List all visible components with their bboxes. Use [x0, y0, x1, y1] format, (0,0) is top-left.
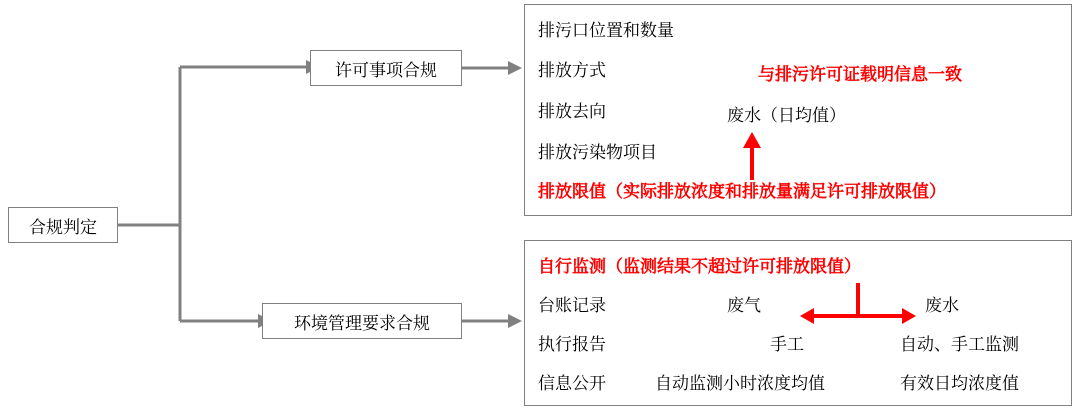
- node-root-label: 合规判定: [29, 217, 97, 237]
- arrow-up-red-top-panel: [740, 130, 764, 180]
- panel-bottom-row-2-middle: 自动监测小时浓度均值: [655, 374, 825, 393]
- panel-top-item-3: 排放污染物项目: [538, 143, 657, 162]
- panel-top-item-1: 排放方式: [538, 61, 606, 80]
- panel-top-note-black: 废水（日均值）: [727, 106, 846, 125]
- node-branch-permit-compliance-label: 许可事项合规: [335, 60, 437, 80]
- panel-bottom-heading: 自行监测（监测结果不超过许可排放限值）: [538, 257, 861, 276]
- panel-top-item-2: 排放去向: [538, 102, 606, 121]
- node-root[interactable]: [8, 207, 118, 243]
- panel-bottom-row-0-right: 废水: [925, 296, 959, 315]
- panel-top-item-4: 排放限值（实际排放浓度和排放量满足许可排放限值）: [538, 182, 946, 201]
- panel-bottom-row-0-middle: 废气: [727, 296, 761, 315]
- panel-top-item-0: 排污口位置和数量: [538, 21, 674, 40]
- panel-bottom-row-2-label: 信息公开: [538, 374, 606, 393]
- connector-root-to-split: [118, 57, 328, 337]
- panel-bottom-row-2-right: 有效日均浓度值: [900, 374, 1019, 393]
- arrow-red-split-bottom-panel: [800, 283, 916, 333]
- panel-bottom-row-1-label: 执行报告: [538, 335, 606, 354]
- panel-top-note-red: 与排污许可证载明信息一致: [758, 65, 962, 84]
- node-branch-env-mgmt-compliance-label: 环境管理要求合规: [294, 313, 430, 333]
- panel-bottom-row-1-right: 自动、手工监测: [900, 335, 1019, 354]
- panel-bottom-row-1-middle: 手工: [770, 335, 804, 354]
- node-branch-permit-compliance[interactable]: [310, 50, 462, 86]
- connector-branch2-to-panel-bottom: [462, 311, 524, 331]
- panel-bottom-row-0-label: 台账记录: [538, 296, 606, 315]
- node-branch-env-mgmt-compliance[interactable]: [262, 303, 462, 339]
- connector-branch1-to-panel-top: [462, 58, 524, 78]
